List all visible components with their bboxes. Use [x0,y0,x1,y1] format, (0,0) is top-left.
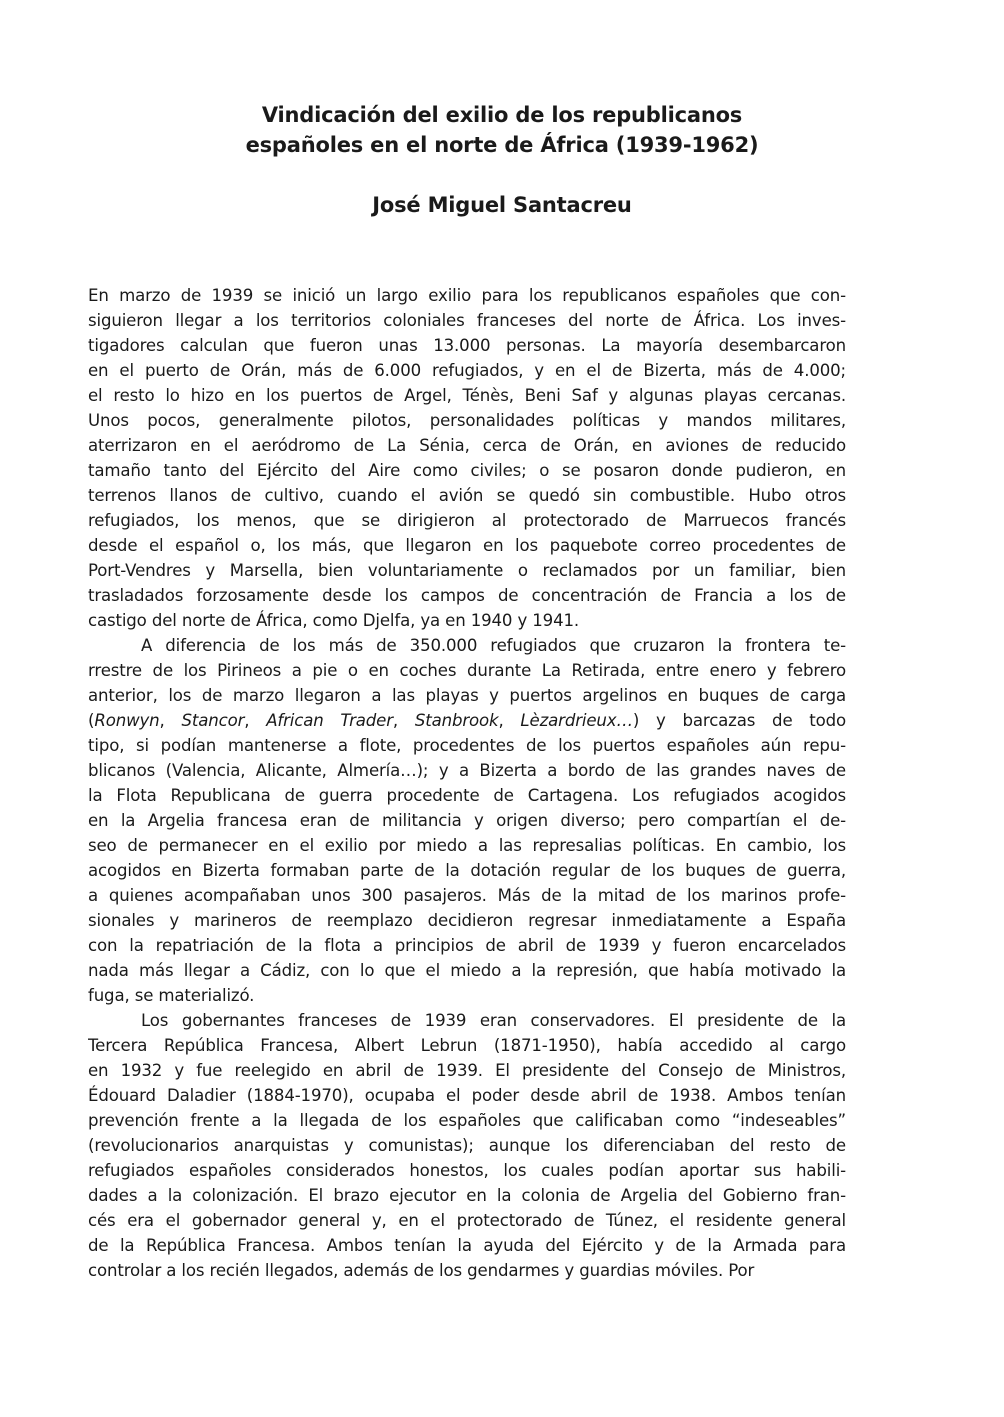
text-line: desde el español o, los más, que llegaron en los paquebote correo procedentes de [88,536,846,555]
text-line: Los gobernantes franceses de 1939 eran conservadores. El presidente de la [141,1011,846,1030]
paragraph-3 [88,1008,846,1283]
text-line: siguieron llegar a los territorios coloniales franceses del norte de África. Los inves- [88,311,846,330]
text-line: acogidos en Bizerta formaban parte de la dotación regular de los buques de guerra, [88,861,846,880]
text-line: refugiados, los menos, que se dirigieron al protectorado de Marruecos francés [88,511,846,530]
text-line: cés era el gobernador general y, en el protectorado de Túnez, el residente general [88,1211,846,1230]
text-line: refugiados españoles considerados honestos, los cuales podían aportar sus habili- [88,1161,846,1180]
text-line: blicanos (Valencia, Alicante, Almería…); y a Bizerta a bordo de las grandes naves de [88,761,846,780]
text-line: tipo, si podían mantenerse a flote, procedentes de los puertos españoles aún repu- [88,736,846,755]
paper-title [0,100,1004,160]
text-line: tamaño tanto del Ejército del Aire como civiles; o se posaron donde pudieron, en [88,461,846,480]
text-line: sionales y marineros de reemplazo decidieron regresar inmediatamente a España [88,911,846,930]
text-line: tigadores calculan que fueron unas 13.000 personas. La mayoría desembarcaron [88,336,846,355]
text-line: prevención frente a la llegada de los españoles que calificaban como “indeseables” [88,1111,846,1130]
text-line: de la República Francesa. Ambos tenían la ayuda del Ejército y de la Armada para [88,1236,846,1255]
text-line: castigo del norte de África, como Djelfa, ya en 1940 y 1941. [88,611,580,630]
text-line: con la repatriación de la flota a principios de abril de 1939 y fueron encarcelados [88,936,846,955]
text-line: aterrizaron en el aeródromo de La Sénia, cerca de Orán, en aviones de reducido [88,436,846,455]
text-line: trasladados forzosamente desde los campos de concentración de Francia a los de [88,586,846,605]
text-line: la Flota Republicana de guerra procedente de Cartagena. Los refugiados acogidos [88,786,846,805]
text-line: Édouard Daladier (1884-1970), ocupaba el poder desde abril de 1938. Ambos tenían [88,1086,846,1105]
text-line: en la Argelia francesa eran de militancia y origen diverso; pero compartían el de- [88,811,846,830]
text-line: En marzo de 1939 se inició un largo exilio para los republicanos españoles que con- [88,286,846,305]
author-name: José Miguel Santacreu [372,193,632,217]
title-line-2: españoles en el norte de África (1939-1962) [245,133,759,157]
text-line: a quienes acompañaban unos 300 pasajeros. Más de la mitad de los marinos profe- [88,886,846,905]
text-line: (Ronwyn, Stancor, African Trader, Stanbrook, Lèzardrieux…) y barcazas de todo [88,711,846,730]
title-line-1: Vindicación del exilio de los republicanos [261,103,743,127]
text-line: seo de permanecer en el exilio por miedo a las represalias políticas. En cambio, los [88,836,846,855]
text-line: en 1932 y fue reelegido en abril de 1939. El presidente del Consejo de Ministros, [88,1061,846,1080]
text-line: anterior, los de marzo llegaron a las playas y puertos argelinos en buques de carga [88,686,846,705]
text-line: rrestre de los Pirineos a pie o en coches durante La Retirada, entre enero y febrero [88,661,846,680]
body-text [88,283,846,1283]
text-line: terrenos llanos de cultivo, cuando el avión se quedó sin combustible. Hubo otros [88,486,846,505]
text-line: en el puerto de Orán, más de 6.000 refugiados, y en el de Bizerta, más de 4.000; [88,361,846,380]
paragraph-2 [88,633,846,1008]
text-line: nada más llegar a Cádiz, con lo que el miedo a la represión, que había motivado la [88,961,846,980]
text-line: Port-Vendres y Marsella, bien voluntariamente o reclamados por un familiar, bien [88,561,846,580]
text-line: Tercera República Francesa, Albert Lebrun (1871-1950), había accedido al cargo [88,1036,846,1055]
text-line: el resto lo hizo en los puertos de Argel, Ténès, Beni Saf y algunas playas cercanas. [88,386,846,405]
paragraph-1 [88,283,846,633]
text-line: Unos pocos, generalmente pilotos, personalidades políticas y mandos militares, [88,411,846,430]
text-line: controlar a los recién llegados, además de los gendarmes y guardias móviles. Por [88,1261,755,1280]
text-line: fuga, se materializó. [88,986,255,1005]
text-line: (revolucionarios anarquistas y comunistas); aunque los diferenciaban del resto de [88,1136,846,1155]
text-line: A diferencia de los más de 350.000 refugiados que cruzaron la frontera te- [141,636,846,655]
text-line: dades a la colonización. El brazo ejecutor en la colonia de Argelia del Gobierno fran- [88,1186,846,1205]
